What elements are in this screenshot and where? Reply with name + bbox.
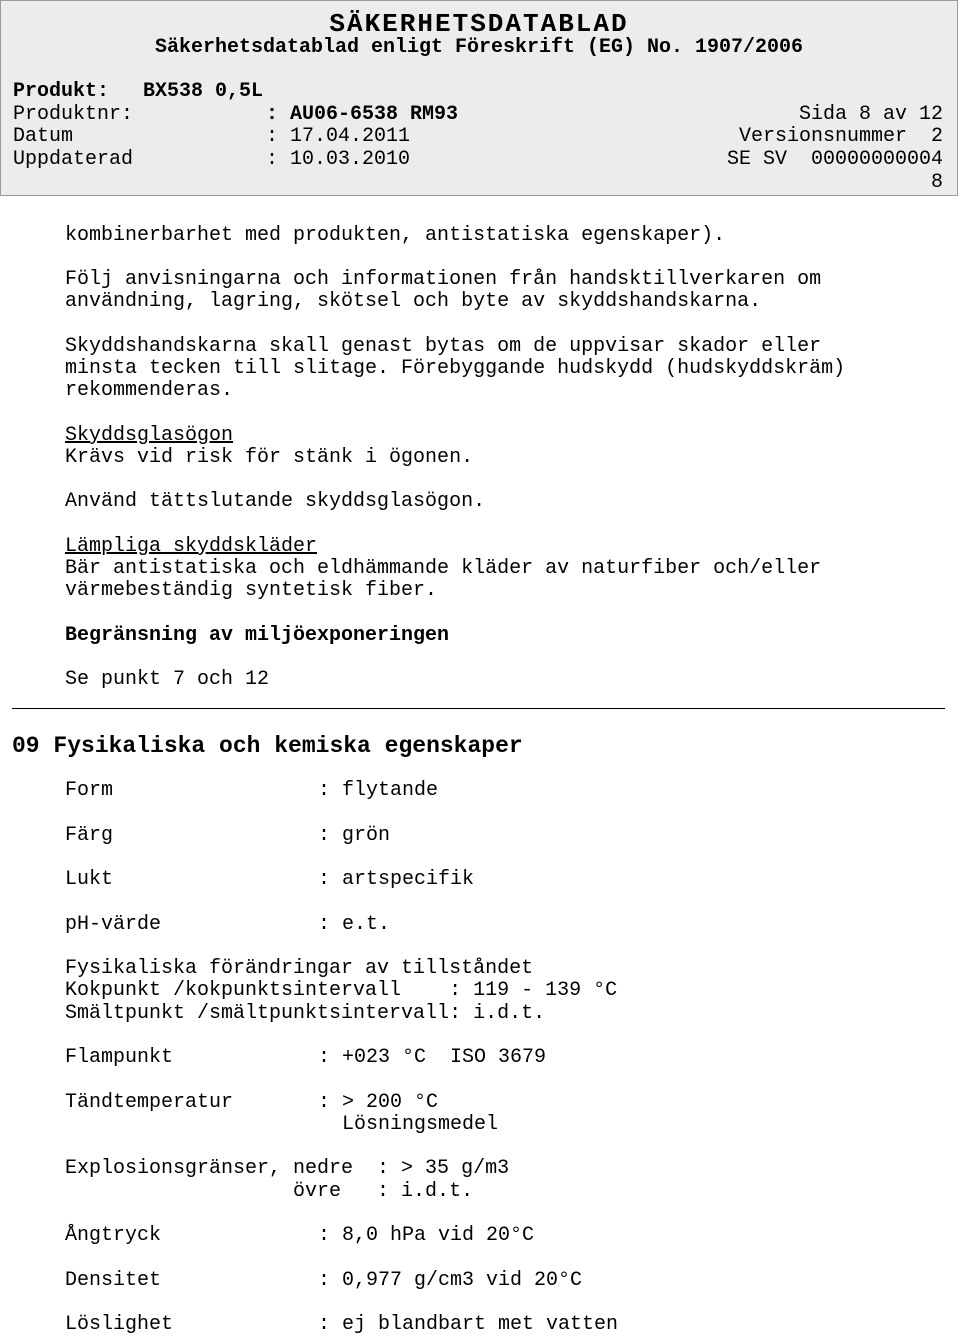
header-row-uppdaterad xyxy=(13,149,943,171)
document-header xyxy=(0,0,958,196)
property-value: : ej blandbart met vatten xyxy=(318,1313,619,1336)
body-line: Bär antistatiska och eldhämmande kläder av naturfiber och/eller xyxy=(65,557,822,580)
section-title: 09 Fysikaliska och kemiska egenskaper xyxy=(12,733,523,759)
property-label: pH-värde xyxy=(65,913,162,936)
document-subtitle: Säkerhetsdatablad enligt Föreskrift (EG) No. 1907/2006 xyxy=(154,36,804,59)
body-line: rekommenderas. xyxy=(65,379,234,402)
document-code: SE SV 00000000004 xyxy=(726,148,943,171)
body-line: Använd tättslutande skyddsglasögon. xyxy=(65,490,486,513)
property-label: Lukt xyxy=(65,868,114,891)
body-line: Kokpunkt /kokpunktsintervall : 119 - 139 °C xyxy=(65,979,618,1002)
property-label: Flampunkt xyxy=(65,1046,174,1069)
uppdaterad-label: Uppdaterad xyxy=(13,148,134,171)
produktnr-label: Produktnr: xyxy=(13,103,134,126)
property-value: : 8,0 hPa vid 20°C xyxy=(318,1224,535,1247)
header-row-produktnr xyxy=(13,104,943,126)
body-line: Skyddshandskarna skall genast bytas om de uppvisar skador eller xyxy=(65,335,822,358)
property-label: Löslighet xyxy=(65,1313,174,1336)
body-line: minsta tecken till slitage. Förebyggande hudskydd (hudskyddskräm) xyxy=(65,357,846,380)
page-indicator: Sida 8 av 12 xyxy=(798,103,943,126)
document-title: SÄKERHETSDATABLAD xyxy=(329,9,629,39)
property-value: : flytande xyxy=(318,779,439,802)
subheading-protective-clothing: Lämpliga skyddskläder xyxy=(65,535,318,558)
body-line: kombinerbarhet med produkten, antistatiska egenskaper). xyxy=(65,224,726,247)
body-line: Explosionsgränser, nedre : > 35 g/m3 xyxy=(65,1157,510,1180)
produkt-label: Produkt: xyxy=(13,80,110,103)
page-number: 8 xyxy=(930,171,943,194)
property-label: Ångtryck xyxy=(65,1224,162,1247)
uppdaterad-value: : 10.03.2010 xyxy=(266,148,411,171)
body-line: övre : i.d.t. xyxy=(65,1180,474,1203)
header-row-datum xyxy=(13,126,943,148)
property-value: : 0,977 g/cm3 vid 20°C xyxy=(318,1269,583,1292)
property-value: Lösningsmedel xyxy=(318,1113,499,1136)
body-line: Krävs vid risk för stänk i ögonen. xyxy=(65,446,474,469)
subheading-environmental-exposure: Begränsning av miljöexponeringen xyxy=(65,624,450,647)
header-row-produkt xyxy=(13,81,943,103)
body-line: användning, lagring, skötsel och byte av skyddshandskarna. xyxy=(65,290,762,313)
property-label: Densitet xyxy=(65,1269,162,1292)
datum-label: Datum xyxy=(13,125,74,148)
property-label: Tändtemperatur xyxy=(65,1091,234,1114)
property-label: Form xyxy=(65,779,114,802)
property-value: : e.t. xyxy=(318,913,391,936)
subheading-eye-protection: Skyddsglasögon xyxy=(65,424,234,447)
property-value: : > 200 °C xyxy=(318,1091,439,1114)
datum-value: : 17.04.2011 xyxy=(266,125,411,148)
body-line: Fysikaliska förändringar av tillståndet xyxy=(65,957,534,980)
body-line: värmebeständig syntetisk fiber. xyxy=(65,579,438,602)
produkt-value: BX538 0,5L xyxy=(143,80,264,103)
property-value: : artspecifik xyxy=(318,868,475,891)
produktnr-value: : AU06-6538 RM93 xyxy=(266,103,459,126)
section-divider xyxy=(12,708,945,709)
property-value: : +023 °C ISO 3679 xyxy=(318,1046,547,1069)
property-label: Färg xyxy=(65,824,114,847)
version-number: Versionsnummer 2 xyxy=(738,125,943,148)
property-value: : grön xyxy=(318,824,391,847)
body-line: Se punkt 7 och 12 xyxy=(65,668,270,691)
body-line: Följ anvisningarna och informationen från handsktillverkaren om xyxy=(65,268,822,291)
body-line: Smältpunkt /smältpunktsintervall: i.d.t. xyxy=(65,1002,546,1025)
